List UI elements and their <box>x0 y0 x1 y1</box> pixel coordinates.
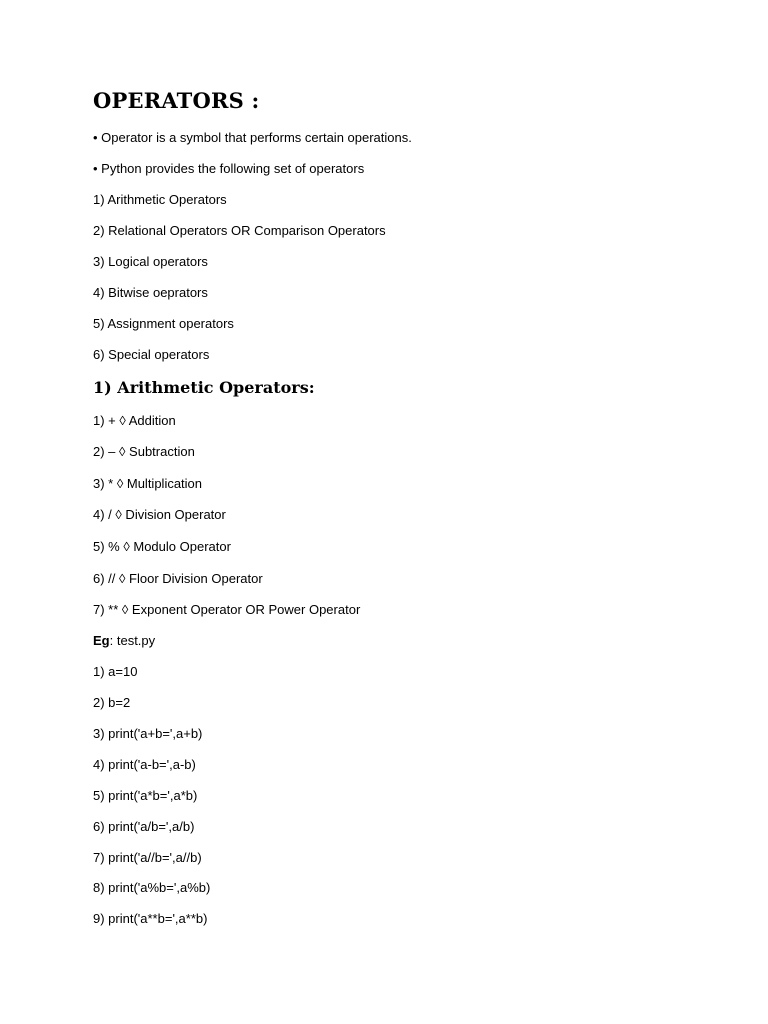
operator-type-item: 4) Bitwise oeprators <box>93 285 208 300</box>
code-line: 7) print('a//b=',a//b) <box>93 850 202 865</box>
bullet-item: • Operator is a symbol that performs certain operations. <box>93 130 412 145</box>
code-line: 3) print('a+b=',a+b) <box>93 726 203 741</box>
operator-type-item: 3) Logical operators <box>93 254 208 269</box>
bullet-item: • Python provides the following set of operators <box>93 161 365 176</box>
code-line: 1) a=10 <box>93 664 138 679</box>
operator-type-item: 1) Arithmetic Operators <box>93 192 227 207</box>
arithmetic-item: 5) % ◊ Modulo Operator <box>93 539 231 554</box>
arithmetic-item: 1) + ◊ Addition <box>93 413 176 428</box>
code-line: 2) b=2 <box>93 695 131 710</box>
arithmetic-item: 2) – ◊ Subtraction <box>93 444 195 459</box>
example-line <box>93 633 155 649</box>
page-title: OPERATORS : <box>93 88 260 113</box>
operator-type-item: 5) Assignment operators <box>93 316 234 331</box>
operator-type-item: 2) Relational Operators OR Comparison Operators <box>93 223 386 238</box>
code-line: 9) print('a**b=',a**b) <box>93 911 208 926</box>
arithmetic-item: 3) * ◊ Multiplication <box>93 476 203 491</box>
code-line: 8) print('a%b=',a%b) <box>93 880 211 895</box>
example-label: Eg <box>93 633 110 648</box>
section-heading: 1) Arithmetic Operators: <box>93 378 315 397</box>
arithmetic-item: 4) / ◊ Division Operator <box>93 507 226 522</box>
code-line: 4) print('a-b=',a-b) <box>93 757 196 772</box>
arithmetic-item: 7) ** ◊ Exponent Operator OR Power Operator <box>93 602 361 617</box>
code-line: 5) print('a*b=',a*b) <box>93 788 198 803</box>
arithmetic-item: 6) // ◊ Floor Division Operator <box>93 571 263 586</box>
example-file: : test.py <box>109 633 156 648</box>
operator-type-item: 6) Special operators <box>93 347 210 362</box>
code-line: 6) print('a/b=',a/b) <box>93 819 195 834</box>
